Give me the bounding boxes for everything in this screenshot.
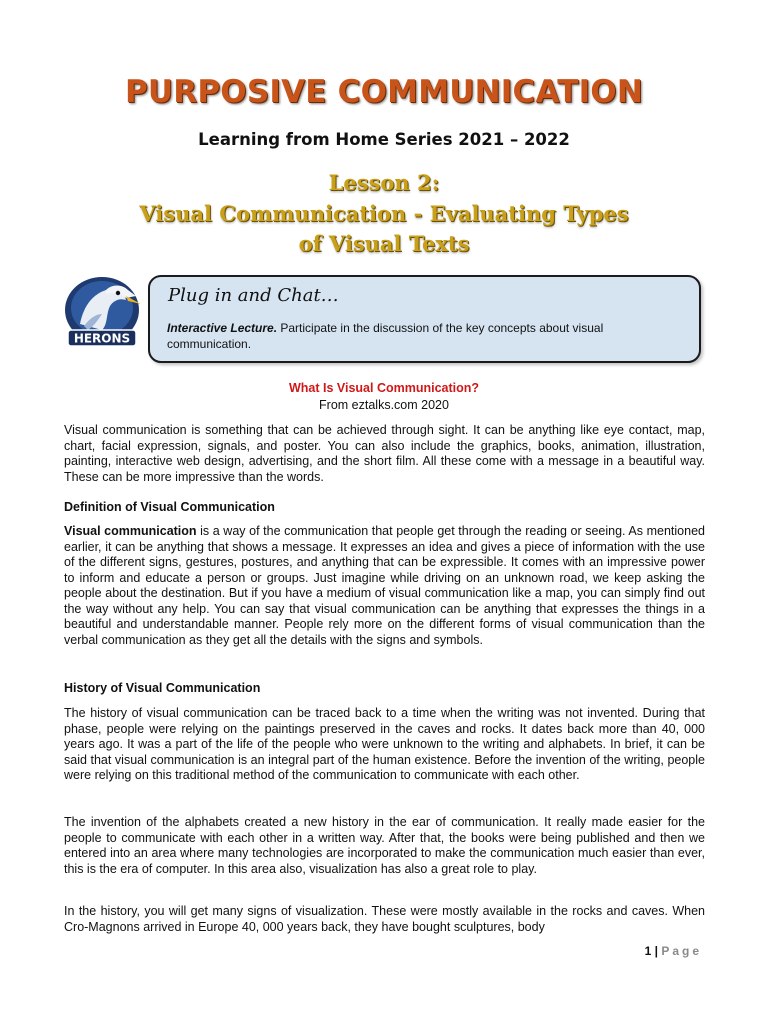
plug-description xyxy=(167,320,687,352)
lesson-number: Lesson 2: xyxy=(328,170,440,195)
article-source: From eztalks.com 2020 xyxy=(319,398,449,412)
definition-heading: Definition of Visual Communication xyxy=(64,500,275,514)
history-paragraph-1: The history of visual communication can be traced back to a time when the writing was not invented. During that phase, people were relying on the paintings preserved in the caves and rocks. It dates back more than 40, 000 years ago. It was a part of the life of the people who were unknown to the writing and alphabets. In brief, it can be said that visual communication is an integral part of the human existence. Before the invention of the writing, people were relying on this traditional method of the communication to communicate with each other. xyxy=(64,706,705,782)
definition-paragraph xyxy=(64,524,705,648)
definition-text: is a way of the communication that people get through the reading or seeing. As mentioned earlier, it can be anything that shows a message. It expresses an idea and gives a piece of information with the use of the different signs, gestures, postures, and anything that can be expressible. It comes with an impressive power to inform and educate a person or groups. Just imagine while driving on an unknown road, we keep asking the people about the destination. But if you have a medium of visual communication like a map, you can simply find out the way without any help. You can say that visual communication can be anything that expresses the things in a beautiful and understandable manner. People rely more on the different forms of visual communication than the verbal communication as they get all the details with the signs and symbols. xyxy=(64,524,705,647)
history-paragraph-2: The invention of the alphabets created a new history in the ear of communication. It really made easier for the people to communicate with each other in a written way. After that, the books were being published and then we entered into an area where many technologies are incorporated to make the communication much easier than ever, this is the era of computer. In this area also, visualization has also a great role to play. xyxy=(64,815,705,876)
heron-mascot-icon xyxy=(62,274,142,352)
page-number: 1 xyxy=(644,944,652,958)
article-title: What Is Visual Communication? xyxy=(288,381,480,395)
herons-logo xyxy=(62,274,142,352)
document-title: PURPOSIVE COMMUNICATION xyxy=(124,74,644,110)
series-subtitle: Learning from Home Series 2021 – 2022 xyxy=(198,130,570,149)
lesson-title-line1: Visual Communication - Evaluating Types xyxy=(139,201,629,226)
plug-lead: Interactive Lecture. xyxy=(167,321,278,335)
page-separator: | xyxy=(654,944,658,958)
plug-in-box xyxy=(148,275,701,363)
page-label: Page xyxy=(661,944,702,958)
logo-text: HERONS xyxy=(73,331,131,346)
definition-term: Visual communication xyxy=(64,524,197,538)
intro-paragraph: Visual communication is something that can be achieved through sight. It can be anything like eye contact, map, chart, facial expression, signals, and poster. You can also include the graphics, books, animation, illustration, painting, interactive web design, advertising, and the short film. All these come with a message in a beautiful way. These can be more impressive than the words. xyxy=(64,423,705,484)
history-heading: History of Visual Communication xyxy=(64,681,261,695)
plug-heading: Plug in and Chat… xyxy=(168,285,339,306)
plug-body: Participate in the discussion of the key concepts about visual communication. xyxy=(167,321,604,351)
history-paragraph-3: In the history, you will get many signs of visualization. These were mostly available in the rocks and caves. When Cro-Magnons arrived in Europe 40, 000 years back, they have bought sculptures, body xyxy=(64,904,705,934)
page-footer xyxy=(645,944,702,958)
lesson-title-line2: of Visual Texts xyxy=(298,231,470,256)
